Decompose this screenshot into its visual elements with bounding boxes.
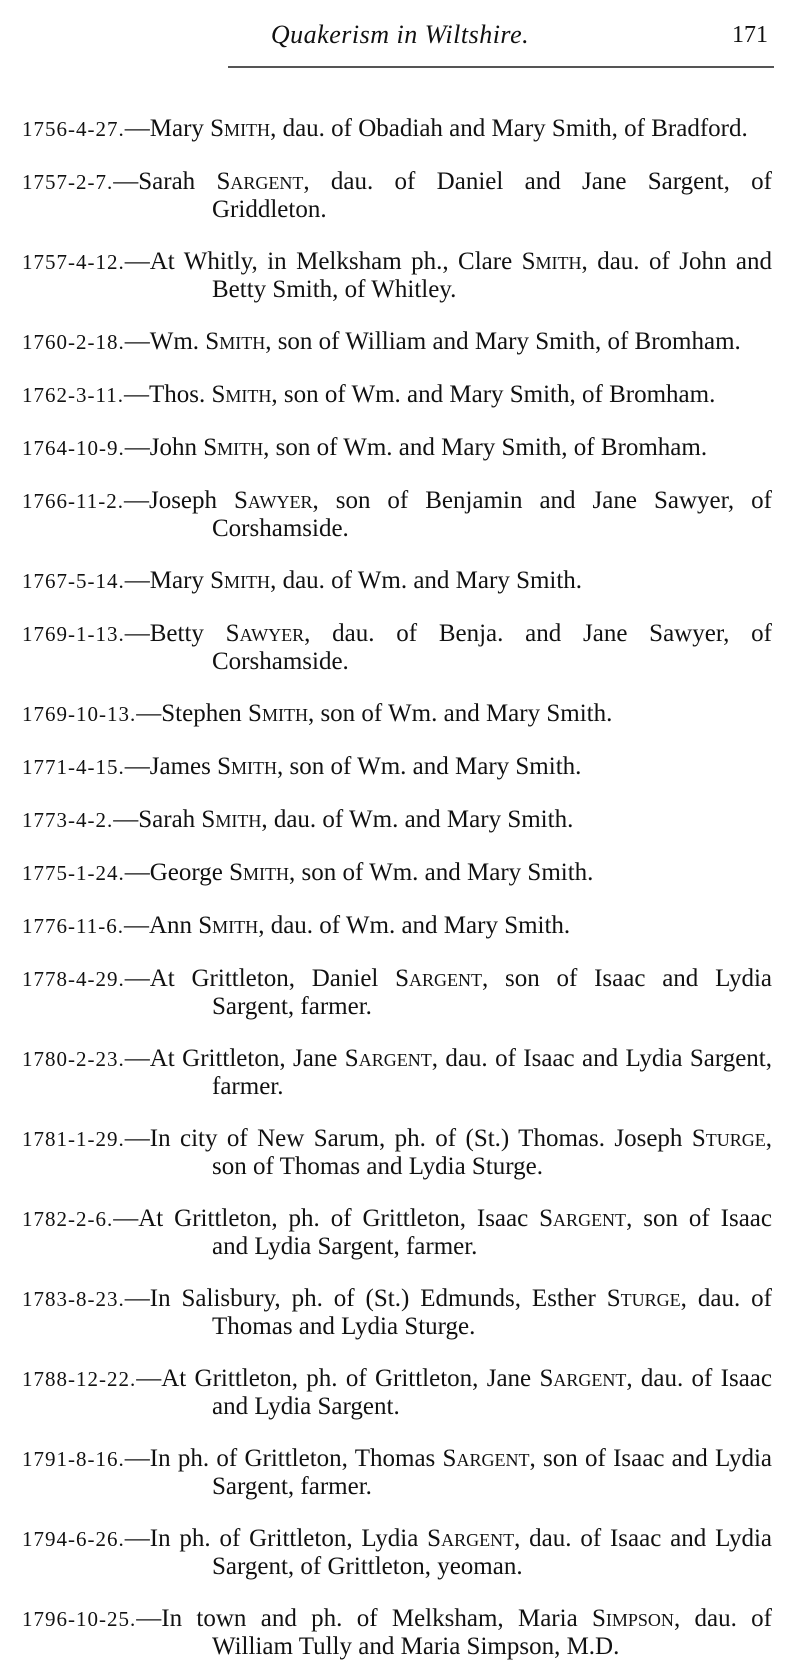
entry-date: 1781-1-29. bbox=[22, 1127, 125, 1151]
entry-date: 1783-8-23. bbox=[22, 1287, 125, 1311]
entry-text-after: , son of Isaac and Lydia Sargent, farmer. bbox=[212, 965, 772, 1020]
entry-text-after: , dau. of Obadiah and Mary Smith, of Bradford. bbox=[270, 115, 748, 142]
running-title: Quakerism in Wiltshire. bbox=[270, 20, 530, 49]
register-entry bbox=[22, 1285, 772, 1340]
entry-surname: Sawyer bbox=[234, 487, 313, 514]
entry-text-before: Stephen bbox=[161, 700, 249, 727]
register-entry bbox=[22, 965, 772, 1020]
entry-text-before: At Grittleton, Daniel bbox=[149, 965, 396, 992]
entry-surname: Sargent bbox=[539, 1365, 627, 1392]
entry-surname: Smith bbox=[201, 806, 262, 833]
entry-text-before: Mary bbox=[149, 115, 211, 142]
entry-date: 1766-11-2. bbox=[22, 489, 124, 513]
entry-dash: — bbox=[124, 1525, 150, 1552]
entry-dash: — bbox=[124, 1285, 150, 1312]
entry-dash: — bbox=[113, 806, 139, 833]
entry-text-after: , son of Wm. and Mary Smith. bbox=[277, 753, 582, 780]
register-entry bbox=[22, 859, 772, 887]
entry-date: 1791-8-16. bbox=[22, 1447, 125, 1471]
entry-dash: — bbox=[113, 1205, 139, 1232]
entry-text-after: , dau. of William Tully and Maria Simpson, M.D. bbox=[212, 1605, 773, 1660]
page-number: 171 bbox=[732, 22, 768, 48]
entry-dash: — bbox=[124, 115, 150, 142]
register-entry bbox=[22, 1365, 772, 1420]
entry-text-after: , dau. of Thomas and Lydia Sturge. bbox=[212, 1285, 772, 1340]
entry-text-after: , son of Wm. and Mary Smith. bbox=[289, 859, 594, 886]
entry-date: 1780-2-23. bbox=[22, 1047, 125, 1071]
entry-text-after: , son of Isaac and Lydia Sargent, farmer. bbox=[212, 1445, 772, 1500]
entry-surname: Sturge bbox=[606, 1285, 681, 1312]
entry-dash: — bbox=[124, 248, 150, 275]
entry-surname: Smith bbox=[205, 328, 266, 355]
entry-surname: Sargent bbox=[539, 1205, 627, 1232]
entry-text-after: , son of Thomas and Lydia Sturge. bbox=[212, 1125, 772, 1180]
entry-surname: Smith bbox=[198, 912, 259, 939]
entry-surname: Smith bbox=[210, 115, 271, 142]
register-entry bbox=[22, 700, 772, 728]
entry-text-after: , son of Wm. and Mary Smith. bbox=[307, 700, 613, 727]
entry-surname: Smith bbox=[521, 248, 582, 275]
entry-date: 1757-4-12. bbox=[22, 250, 125, 274]
entry-dash: — bbox=[136, 1365, 162, 1392]
entry-text-before: In ph. of Grittleton, Lydia bbox=[149, 1525, 428, 1552]
entry-text-before: Sarah bbox=[138, 168, 217, 195]
entry-date: 1776-11-6. bbox=[22, 914, 124, 938]
register-entry bbox=[22, 248, 772, 303]
entry-date: 1782-2-6. bbox=[22, 1207, 114, 1231]
entry-text-before: James bbox=[149, 753, 218, 780]
entry-text-before: In city of New Sarum, ph. of (St.) Thomas. Joseph bbox=[149, 1125, 692, 1152]
entry-dash: — bbox=[124, 620, 150, 647]
entry-text-before: George bbox=[149, 859, 230, 886]
entry-text-after: , dau. of Daniel and Jane Sargent, of Griddleton. bbox=[212, 168, 772, 223]
entry-date: 1794-6-26. bbox=[22, 1527, 125, 1551]
entry-text-after: , son of Benjamin and Jane Sawyer, of Corshamside. bbox=[212, 487, 772, 542]
entry-text-before: At Whitly, in Melksham ph., Clare bbox=[149, 248, 522, 275]
entry-text-after: , dau. of John and Betty Smith, of Whitley. bbox=[212, 248, 773, 303]
entry-dash: — bbox=[113, 168, 139, 195]
entry-text-before: Mary bbox=[149, 567, 211, 594]
entry-dash: — bbox=[136, 1605, 162, 1632]
entry-surname: Sturge bbox=[691, 1125, 766, 1152]
entry-date: 1769-10-13. bbox=[22, 702, 137, 726]
entry-dash: — bbox=[136, 700, 162, 727]
entry-text-after: , dau. of Wm. and Mary Smith. bbox=[270, 567, 583, 594]
entry-surname: Smith bbox=[248, 700, 308, 727]
entry-text-after: , son of Wm. and Mary Smith, of Bromham. bbox=[263, 434, 708, 461]
entry-dash: — bbox=[124, 859, 150, 886]
entry-text-before: In town and ph. of Melksham, Maria bbox=[161, 1605, 592, 1632]
entry-text-after: , dau. of Wm. and Mary Smith. bbox=[261, 806, 574, 833]
entry-date: 1760-2-18. bbox=[22, 330, 125, 354]
register-entry bbox=[22, 381, 772, 409]
header-rule bbox=[228, 66, 774, 68]
entry-dash: — bbox=[123, 381, 149, 408]
entry-text-before: In ph. of Grittleton, Thomas bbox=[149, 1445, 443, 1472]
entry-dash: — bbox=[124, 328, 150, 355]
entry-surname: Smith bbox=[210, 567, 271, 594]
register-entry bbox=[22, 1045, 772, 1100]
entry-text-after: , dau. of Isaac and Lydia Sargent. bbox=[212, 1365, 772, 1420]
register-entry bbox=[22, 1605, 772, 1660]
entry-text-after: , son of Isaac and Lydia Sargent, farmer. bbox=[212, 1205, 772, 1260]
entry-surname: Smith bbox=[203, 434, 264, 461]
entry-text-after: , dau. of Isaac and Lydia Sargent, of Grittleton, yeoman. bbox=[212, 1525, 772, 1580]
register-entry bbox=[22, 328, 772, 356]
entry-dash: — bbox=[124, 567, 150, 594]
page-header bbox=[0, 18, 800, 58]
entry-date: 1756-4-27. bbox=[22, 117, 125, 141]
entry-text-after: , dau. of Wm. and Mary Smith. bbox=[258, 912, 571, 939]
entry-date: 1788-12-22. bbox=[22, 1367, 137, 1391]
register-entry bbox=[22, 620, 772, 675]
entry-dash: — bbox=[124, 434, 150, 461]
register-entry bbox=[22, 1125, 772, 1180]
entry-surname: Smith bbox=[211, 381, 272, 408]
entry-date: 1796-10-25. bbox=[22, 1607, 137, 1631]
register-entry bbox=[22, 1205, 772, 1260]
register-entry bbox=[22, 806, 772, 834]
entry-dash: — bbox=[123, 912, 149, 939]
entry-dash: — bbox=[124, 1445, 150, 1472]
entry-text-before: Thos. bbox=[148, 381, 212, 408]
entry-text-after: , son of Wm. and Mary Smith, of Bromham. bbox=[271, 381, 716, 408]
entry-text-before: John bbox=[149, 434, 204, 461]
entry-date: 1762-3-11. bbox=[22, 383, 124, 407]
entry-date: 1764-10-9. bbox=[22, 436, 125, 460]
register-entry bbox=[22, 434, 772, 462]
entry-text-before: At Grittleton, Jane bbox=[149, 1045, 345, 1072]
entry-text-before: Wm. bbox=[149, 328, 206, 355]
entry-date: 1769-1-13. bbox=[22, 622, 125, 646]
entry-surname: Sawyer bbox=[225, 620, 305, 647]
entry-text-after: , dau. of Benja. and Jane Sawyer, of Corshamside. bbox=[212, 620, 772, 675]
entry-date: 1771-4-15. bbox=[22, 755, 125, 779]
entry-text-after: , dau. of Isaac and Lydia Sargent, farmer. bbox=[212, 1045, 772, 1100]
entry-date: 1757-2-7. bbox=[22, 170, 114, 194]
register-entry bbox=[22, 1525, 772, 1580]
entry-surname: Sargent bbox=[442, 1445, 530, 1472]
entry-dash: — bbox=[124, 753, 150, 780]
entry-date: 1767-5-14. bbox=[22, 569, 125, 593]
birth-register-list bbox=[22, 90, 772, 1667]
entry-text-before: Joseph bbox=[148, 487, 235, 514]
entry-surname: Sargent bbox=[344, 1045, 432, 1072]
register-entry bbox=[22, 912, 772, 940]
entry-surname: Smith bbox=[229, 859, 290, 886]
register-entry bbox=[22, 168, 772, 223]
entry-date: 1778-4-29. bbox=[22, 967, 125, 991]
entry-text-before: Sarah bbox=[138, 806, 202, 833]
entry-dash: — bbox=[124, 1045, 150, 1072]
entry-surname: Smith bbox=[217, 753, 278, 780]
register-entry bbox=[22, 487, 772, 542]
entry-surname: Sargent bbox=[216, 168, 304, 195]
entry-text-before: Betty bbox=[149, 620, 226, 647]
entry-text-after: , son of William and Mary Smith, of Bromham. bbox=[265, 328, 741, 355]
entry-date: 1775-1-24. bbox=[22, 861, 125, 885]
entry-dash: — bbox=[124, 965, 150, 992]
register-entry bbox=[22, 1445, 772, 1500]
entry-dash: — bbox=[123, 487, 149, 514]
entry-text-before: At Grittleton, ph. of Grittleton, Jane bbox=[161, 1365, 540, 1392]
entry-surname: Sargent bbox=[395, 965, 483, 992]
register-entry bbox=[22, 567, 772, 595]
register-entry bbox=[22, 753, 772, 781]
entry-text-before: At Grittleton, ph. of Grittleton, Isaac bbox=[138, 1205, 540, 1232]
entry-dash: — bbox=[124, 1125, 150, 1152]
entry-text-before: In Salisbury, ph. of (St.) Edmunds, Esther bbox=[149, 1285, 607, 1312]
entry-date: 1773-4-2. bbox=[22, 808, 114, 832]
entry-text-before: Ann bbox=[148, 912, 199, 939]
entry-surname: Sargent bbox=[427, 1525, 515, 1552]
entry-surname: Simpson bbox=[592, 1605, 674, 1632]
register-entry bbox=[22, 115, 772, 143]
